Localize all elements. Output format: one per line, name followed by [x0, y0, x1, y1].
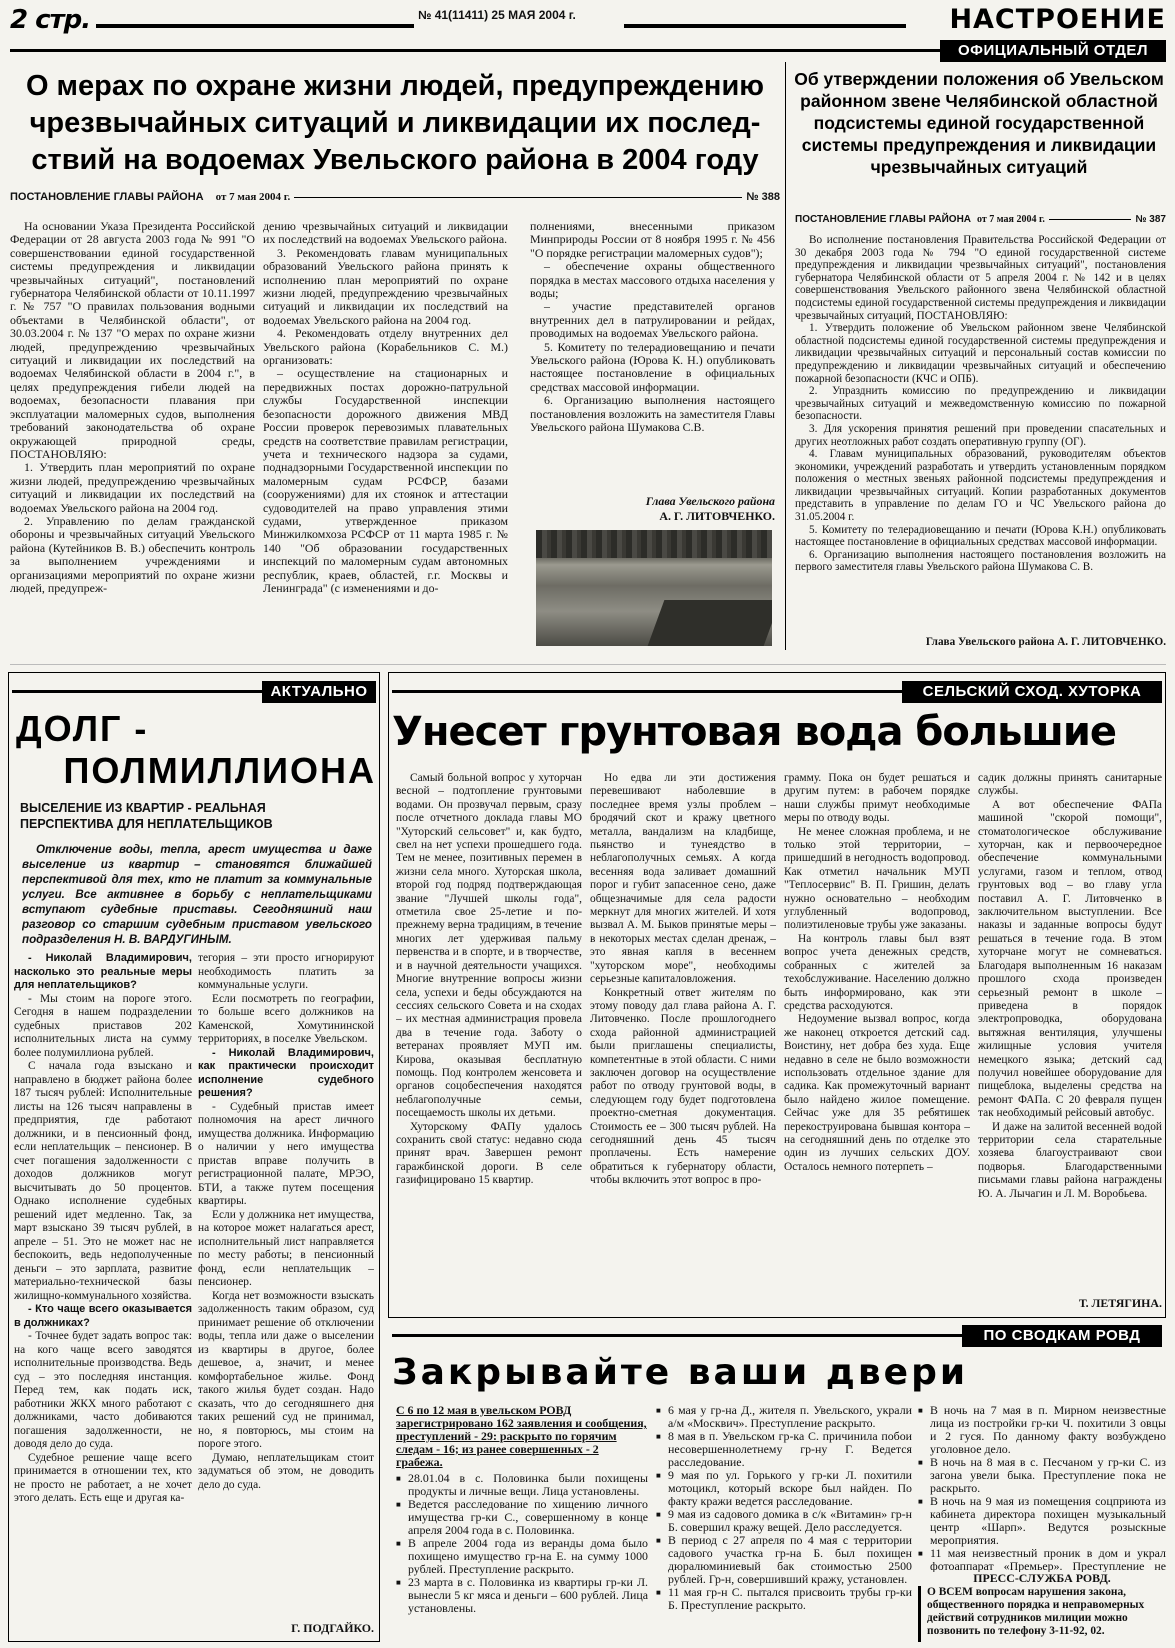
article-title: Унесет грунтовая вода большие: [392, 709, 1117, 755]
paragraph: 1. Утвердить положение об Увельском районном звене Челябинской областной подсистемы единой государственной системы предупреждения и ликвидации чрезвычайных ситуаций и персональный состав комиссии по предупреждению и ликвидации чрезвычайных ситуаций и обеспечению пожарной безопасности (КЧС и ОПБ).: [795, 322, 1166, 385]
paragraph: 1. Утвердить план мероприятий по охране жизни людей, предупреждению чрезвычайных ситуаций и ликвидации их последствий на водоемах Увельского района на 2004 год.: [10, 460, 255, 515]
signature: Г. ПОДГАЙКО.: [291, 1622, 374, 1635]
report-item: ■ 23 марта в с. Половинка из квартиры гр-ки Л. вынесли 5 кг мяса и деньги – 600 рублей. Лица установлены.: [396, 1576, 648, 1615]
rubric-police: ПО СВОДКАМ РОВД: [962, 1325, 1162, 1347]
paragraph: 5. Комитету по телерадиовещанию и печати (Юрова К.Н.) опубликовать настоящее постановление в официальных средствах массовой информации.: [795, 523, 1166, 549]
report-item: ■ В ночь на 8 мая в с. Песчаном у гр-ки С. из загона увели быка. Преступление пока не раскрыто.: [918, 1456, 1166, 1495]
paragraph: На контроль главы был взят вопрос учета денежных средств, собранных с жителей за техобслуживание. Населению должно быть информировано, как эти средства расходуются.: [784, 932, 970, 1012]
paragraph: 4. Рекомендовать отделу внутренних дел Увельского района (Корабельников С. М.) организовать:: [263, 326, 508, 368]
report-item: ■ 11 мая неизвестный проник в дом и украл фотоаппарат «Премьер». Преступление не: [918, 1547, 1166, 1572]
decree-rule: [294, 197, 742, 198]
rubric-rule: [392, 1334, 962, 1337]
official-rule: [10, 49, 940, 52]
paragraph: полнениями, внесенными приказом Минприроды России от 8 ноября 1995 г. № 456 "О порядке регистрации маломерных судов");: [530, 220, 775, 260]
paragraph: 2. Упразднить комиссию по предупреждению и ликвидации чрезвычайных ситуаций и межведомственную комиссию по пожарной безопасности.: [795, 385, 1166, 423]
report-list: [656, 1404, 912, 1642]
report-item: ■ Ведется расследование по хищению личного имущества гр-ки С., совершенному в конце апреля 2004 года в с. Половинка.: [396, 1498, 648, 1537]
report-item: ■ В ночь на 9 мая из помещения соцприюта из кабинета директора похищен музыкальный центр «Шарп». Ведутся розыскные мероприятия.: [918, 1495, 1166, 1547]
text-column: [784, 772, 970, 1312]
paragraph: - Николай Владимирович, как практически происходит исполнение судебного решения?: [198, 1046, 374, 1099]
text-column: [590, 772, 776, 1312]
report-item: ■ 28.01.04 в с. Половинка были похищены продукты и личные вещи. Лица установлены.: [396, 1472, 648, 1498]
report-item: ■ В ночь на 7 мая в п. Мирном неизвестные лица из постройки гр-ки Ч. похитили 3 овцы и 2 гуся. По данному факту возбуждено уголовное дело.: [918, 1404, 1166, 1456]
paragraph: Не менее сложная проблема, и не только этой территории, – пришедший в негодность водопровод. Как отметил начальник МУП "Теплосервис" В. П. Гришин, делать нужно основательно – необходим углубленный водопровод, полиэтиленовые трубы уже заказаны.: [784, 825, 970, 932]
paragraph: Хуторскому ФАПу удалось сохранить свой статус: недавно сюда принят врач. Завершен ремонт гаражбинской дороги. В селе газифицировано 15 квартир.: [396, 1120, 582, 1187]
paragraph: тегория – эти просто игнорируют необходимость платить за коммунальные услуги.: [198, 952, 374, 991]
article-title: ДОЛГ -: [16, 708, 149, 749]
text-column: [263, 220, 508, 650]
decree-date: от 7 мая 2004 г.: [977, 213, 1045, 225]
signature: А. Г. ЛИТОВЧЕНКО.: [659, 510, 775, 523]
article-title: Об утверждении положения об Увельском районном звене Челябинской областной подсистемы единой государственной системы предупреждения и ликвидации чрезвычайных ситуаций: [794, 69, 1164, 177]
signature: Глава Увельского района А. Г. ЛИТОВЧЕНКО.: [925, 636, 1166, 648]
paragraph: Но едва ли эти достижения перевешивают наболевшие в последнее время узлы проблем – бродячий скот и кражу цветного металла, вандализм на кладбище, пьянство и тунеядство в неблагополучных семьях. А когда весенняя вода заливает домашний порог и губит запасенное сено, даже общезначимые для села радости меркнут для многих жителей. И хотя вызвал А. М. Быков принятые меры – в некоторых местах сделан дренаж, – это явная капля в весеннем "хуторском море", необходимы серьезные капиталовложения.: [590, 772, 776, 986]
text-column: [795, 234, 1166, 637]
paragraph: Конкретный ответ жителям по этому поводу дал глава района А. Г. Литовченко. После прошлогоднего схода районной администрацией были приглашены специалисты, компетентные в этой области. С ними заключен договор на осуществление работ по отводу грунтовой воды, в следующем году будет подготовлена проектно-сметная документация. Стоимость ее – 300 тысяч рублей. На сегодняшний день 45 тысяч проплачены. Есть намерение обратиться к губернатору области, чтобы включить этот вопрос в про-: [590, 986, 776, 1187]
paragraph: 3. Для ускорения принятия решений при проведении спасательных и других неотложных работ создать оперативную группу (ОГ).: [795, 422, 1166, 448]
paragraph: - Кто чаще всего оказывается в должниках?: [14, 1303, 192, 1329]
paragraph: Когда нет возможности взыскать задолженность таким образом, суд принимает решение об отключении воды, тепла или даже о выселении из квартиры в другое, более дешевое, а, значит, и менее комфортабельное жилье. Фонд такого жилья будет создан. Надо сказать, что до сегодняшнего дня таких решений суд не принимал, но, я повторюсь, мы стоим на пороге этого.: [198, 1289, 374, 1450]
paragraph: – осуществление на стационарных и передвижных постах дорожно-патрульной службы Государственной инспекции безопасности дорожного движения МВД России проверок перевозимых плавательных средств на соответствие правилам регистрации, учета и технического надзора за судами, поднадзорными Государственной инспекции по маломерным судам РСФСР, базами (сооружениями) для их стоянок и аттестации судоводителей на право управления этими судами, утвержденное приказом Минжилкомхоза РСФСР от 11 марта 1985 г. № 140 "Об образовании государственных инспекций по маломерным судам автономных республик, краев, областей, г.г. Москвы и Ленинграда" (с изменениями и до-: [263, 366, 508, 595]
paragraph: Самый больной вопрос у хуторчан весной – подтопление грунтовыми водами. Он прозвучал первым, сразу после отчетного доклада главы МО "Хуторский сельсовет" и, как будто, свел на нет успехи прошедшего года. Тем не менее, позитивных перемен в жизни села много. Хуторская школа, второй год подряд подтверждающая звание "Лучшей школы года", отметила свое 25-летие и по-прежнему верна традициям, в течение многих лет удерживая пальму первенства и в спорте, и в творчестве, и в научной деятельности учащихся. Многие внутренние вопросы жизни села, успехи и беды обсуждаются на сессиях сельского Совета и на сходах – их местная администрация провела два в течение года. Заботу о ветеранах проявляет МУП им. Кирова, оказывая бесплатную помощь. Под контролем женсовета и органов соцобеспечения находятся неблагополучные семьи, посещаемость школы их детьми.: [396, 772, 582, 1120]
report-item: ■ В период с 27 апреля по 4 мая с территории садового участка гр-на Б. был похищен дюралюминиевый бак стоимостью 2500 рублей. Гр-н, совершивший кражу, установлен.: [656, 1534, 912, 1586]
paragraph: 5. Комитету по телерадиовещанию и печати Увельского района (Юрова К. Н.) опубликовать настоящее постановление в официальных средствах массовой информации.: [530, 339, 775, 394]
report-list: [918, 1404, 1166, 1572]
paragraph: 4. Главам муниципальных образований, руководителям объектов экономики, учреждений разработать и утвердить установленным порядком положения о местных звеньях районной подсистемы предупреждения и ликвидации чрезвычайных ситуаций. Копии разработанных документов представить в управление по делам ГО и ЧС Увельского района до 31.05.2004 г.: [795, 448, 1166, 524]
paragraph: - Судебный пристав имеет полномочия на арест личного имущества должника. Информацию о наличии у него имущества пристав вправе получить в регистрационной палате, МРЭО, БТИ, а также путем посещения квартиры.: [198, 1100, 374, 1207]
paragraph: Если у должника нет имущества, на которое может налагаться арест, исполнительный лист направляется по месту работы; в пенсионный фонд, если неплательщик – пенсионер.: [198, 1208, 374, 1288]
paragraph: 3. Рекомендовать главам муниципальных образований Увельского района принять к исполнению план мероприятий по охране жизни людей, предупреждению чрезвычайных ситуаций и ликвидации их последствий на водоемах Увельского района на 2004 год.: [263, 245, 508, 327]
article-title: Закрывайте ваши двери: [392, 1352, 969, 1393]
contact-text: О ВСЕМ вопросам нарушения закона, общественного порядка и неправомерных действий сотрудников милиции можно позвонить по телефону 3-11-92, 02.: [927, 1586, 1145, 1637]
text-column: [14, 952, 192, 1638]
paragraph: Во исполнение постановления Правительства Российской Федерации от 30 декабря 2003 года № 794 "О единой государственной системе предупреждения и ликвидации чрезвычайных ситуаций", постановления губернатора Челябинской области от 5 апреля 2004 г. № 142 и в целях совершенствования Увельского районного звена Челябинской областной подсистемы единой государственной системы предупреждения и ликвидации чрезвычайных ситуаций, ПОСТАНОВЛЯЮ:: [795, 234, 1166, 322]
column-divider: [785, 62, 786, 650]
header-rule-right: [624, 24, 906, 28]
paragraph: 6. Организацию выполнения настоящего постановления возложить на первого заместителя главы Увельского района Шумакова С. В.: [795, 548, 1166, 574]
signature: Т. ЛЕТЯГИНА.: [1078, 1297, 1162, 1310]
article-subtitle: ВЫСЕЛЕНИЕ ИЗ КВАРТИР - РЕАЛЬНАЯ ПЕРСПЕКТИВА ДЛЯ НЕПЛАТЕЛЬЩИКОВ: [20, 801, 273, 831]
paragraph: 6. Организацию выполнения настоящего постановления возложить на заместителя Главы Увельского района Шумакова С.В.: [530, 393, 775, 435]
paragraph: садик должны принять санитарные службы.: [978, 772, 1162, 798]
text-column: [396, 772, 582, 1312]
paper-name: НАСТРОЕНИЕ: [949, 4, 1166, 35]
decree-number: № 388: [746, 191, 780, 203]
decree-number: № 387: [1135, 213, 1166, 225]
signature: ПРЕСС-СЛУЖБА РОВД.: [973, 1572, 1111, 1585]
report-item: ■ 11 мая гр-н С. пытался присвоить трубы гр-ки Б. Преступление раскрыто.: [656, 1586, 912, 1612]
paragraph: И даже на залитой весенней водой территории села старательные хозяева благоустраивают свои подворья. Благодарственными письмами главы района награждены Ю. А. Лычагин и Л. М. Воробьева.: [978, 1120, 1162, 1200]
report-list: [396, 1472, 648, 1642]
report-lead: С 6 по 12 мая в увельском РОВД зарегистрировано 162 заявления и сообщения, преступлений - 29: раскрыто по горячим следам - 16; из ранее совершенных - 2 грабежа.: [396, 1404, 647, 1469]
paragraph: грамму. Пока он будет решаться и другим путем: в рабочем порядке наши службы примут необходимые меры по отводу воды.: [784, 772, 970, 825]
paragraph: – обеспечение охраны общественного порядка в местах массового отдыха населения у воды;: [530, 259, 775, 301]
paragraph: На основании Указа Президента Российской Федерации от 28 августа 2003 года № 991 "О совершенствовании единой государственной системы предупреждения и ликвидации чрезвычайных ситуаций", постановлений губернатора Челябинской области от 10.11.1997 г. № 757 "О правилах пользования водными объектами в Челябинской области", от 30.03.2004 г. № 137 "О мерах по охране жизни людей, предупреждению чрезвычайных ситуаций и ликвидации их последствий на водоемах Челябинской области в 2004 г.", в целях предупреждения гибели людей на водоемах, безопасности плавания при эксплуатации маломерных судов, выполнения требований законодательства об охране окружающей природной среды, ПОСТАНОВЛЯЮ:: [10, 220, 255, 461]
rubric-official: ОФИЦИАЛЬНЫЙ ОТДЕЛ: [940, 40, 1166, 62]
issue-line: № 41(11411) 25 МАЯ 2004 г.: [418, 8, 576, 22]
decree-label: ПОСТАНОВЛЕНИЕ ГЛАВЫ РАЙОНА: [10, 191, 204, 203]
article-title: О мерах по охране жизни людей, предупреждению чрезвычайных ситуаций и ликвидации их послед-ствий на водоемах Увельского района в 2004 году: [25, 70, 765, 176]
paragraph: Судебное решение чаще всего принимается в отношении тех, кто не просто не работает, а не хочет этого делать. Есть еще и другая ка-: [14, 1451, 192, 1504]
rubric-topical: АКТУАЛЬНО: [262, 681, 376, 703]
text-column: [530, 220, 775, 505]
decree-date: от 7 мая 2004 г.: [215, 191, 291, 203]
report-item: ■ 6 мая у гр-на Д., жителя п. Увельского, украли а/м «Москвич». Преступление раскрыто.: [656, 1404, 912, 1430]
rubric-rule: [392, 690, 902, 693]
report-item: ■ 9 мая из садового домика в с/к «Витамин» гр-н Б. совершил кражу вещей. Дело расследуется.: [656, 1508, 912, 1534]
paragraph: 2. Управлению по делам гражданской обороны и чрезвычайных ситуаций Увельского района (Кутейников В. В.) обеспечить контроль за выполнением учреждениями и организациями мероприятий по охране жизни людей, предупреж-: [10, 513, 255, 595]
paragraph: - Мы стоим на пороге этого. Сегодня в нашем подразделении судебных приставов 202 исполнительных листа на сумму более полумиллиона рублей.: [14, 992, 192, 1059]
report-item: ■ 8 мая в п. Увельском гр-ка С. причинила побои несовершеннолетнему гр-ну Г. Ведется расследование.: [656, 1430, 912, 1469]
paragraph: Недоумение вызвал вопрос, когда же наконец откроется детский сад. Воистину, нет добра без худа. Еще недавно в селе не было возможности использовать отдельное здание для садика. Как промежуточный вариант было найдено жилое помещение. Сейчас уже для 35 ребятишек перекоструирована бывшая контора – на сегодняшний день по отделке это один из лучших сельских ДОУ. Осталось немного потерпеть –: [784, 1013, 970, 1173]
page-number: 2 стр.: [10, 5, 91, 35]
paragraph: – участие представителей органов внутренних дел в патрулировании и рейдах, проводимых на водоемах Увельского района.: [530, 299, 775, 341]
signature-role: Глава Увельского района: [645, 495, 775, 508]
rubric-rule: [12, 690, 262, 693]
decree-line: [10, 188, 780, 206]
paragraph: - Николай Владимирович, насколько это реальные меры для неплательщиков?: [14, 952, 192, 991]
paragraph: - Точнее будет задать вопрос так: на кого чаще всего заводятся исполнительные производства. Ведь суд – это последняя инстанция. Перед тем, как подать иск, работники ЖКХ много работают с должниками, часто добиваются погашения задолженности, не доводя дело до суда.: [14, 1330, 192, 1450]
river-photo: [536, 530, 772, 646]
text-column: [198, 952, 374, 1602]
decree-label: ПОСТАНОВЛЕНИЕ ГЛАВЫ РАЙОНА: [795, 213, 972, 225]
paragraph: Думаю, неплательщикам стоит задуматься об этом, не доводить дело до суда.: [198, 1451, 374, 1491]
paragraph: А вот обеспечение ФАПа машиной "скорой помощи", стоматологическое обслуживание хуторчан, как и первоочередное обеспечение коммунальными услугами, газом и теплом, отвод грунтовых вод – во главу угла поставил А. Г. Литовченко в заключительном выступлении. Все наказы и заданные вопросы будут решаться в течение года. В этом хуторчане могут не сомневаться. Благодаря выполненным 16 наказам прошлого схода произведен серьезный ремонт в школе – приведена в порядок электропроводка, оборудована вытяжная вентиляция, улучшены жилищные условия учителя немецкого языка; детский сад получил новейшее оборудование для пищеблока, выделены средства на ремонт ФАПа. С 20 февраля пущен так необходимый рейсовый автобус.: [978, 798, 1162, 1120]
paragraph: С начала года взыскано и направлено в бюджет района более 187 тысяч рублей: Исполнительные листы на 126 тысяч направлены в предприятия, где работают должники, и в пенсионный фонд, если неплательщик – пенсионер. В счет погашения задолженности с доходов должников могут высчитывать до 50 процентов. Однако исполнение судебных решений идет медленно. Так, за март взыскано 39 тысяч рублей, в апреле – 51. Это не может нас не беспокоить, ведь недополученные деньги – это зарплата, развитие материально-технической базы жилищно-коммунального хозяйства.: [14, 1060, 192, 1302]
header-rule-left: [96, 24, 414, 28]
text-column: [10, 220, 255, 650]
rubric-village: СЕЛЬСКИЙ СХОД. ХУТОРКА: [902, 681, 1162, 703]
section-rule: [10, 664, 1166, 665]
decree-rule: [1049, 219, 1131, 220]
paragraph: Если посмотреть по географии, то больше всего должников на Каменской, Хомутининской территориях, в поселке Увельском.: [198, 992, 374, 1045]
contact-box: [918, 1586, 1166, 1642]
report-item: ■ В апреле 2004 года из веранды дома было похищено имущество гр-на Е. на сумму 1000 рублей. Преступление раскрыто.: [396, 1537, 648, 1576]
decree-line: [795, 211, 1166, 227]
article-title: ПОЛМИЛЛИОНА: [63, 750, 376, 791]
article-lead: Отключение воды, тепла, арест имущества и даже выселение из квартир – становятся ближайшей перспективой для тех, кто не платит за коммунальные услуги. Все активнее в борьбу с неплательщиками вступают судебные приставы. Сегодняшний наш разговор со старшим судебным приставом увельского подразделения Н. В. ВАРДУГИНЫМ.: [22, 843, 372, 946]
paragraph: дению чрезвычайных ситуаций и ликвидации их последствий на водоемах Увельского района.: [263, 220, 508, 247]
text-column: [978, 772, 1162, 1294]
report-item: ■ 9 мая по ул. Горького у гр-ки Л. похитили мотоцикл, который вскоре был найден. По факту кражи ведется расследование.: [656, 1469, 912, 1508]
